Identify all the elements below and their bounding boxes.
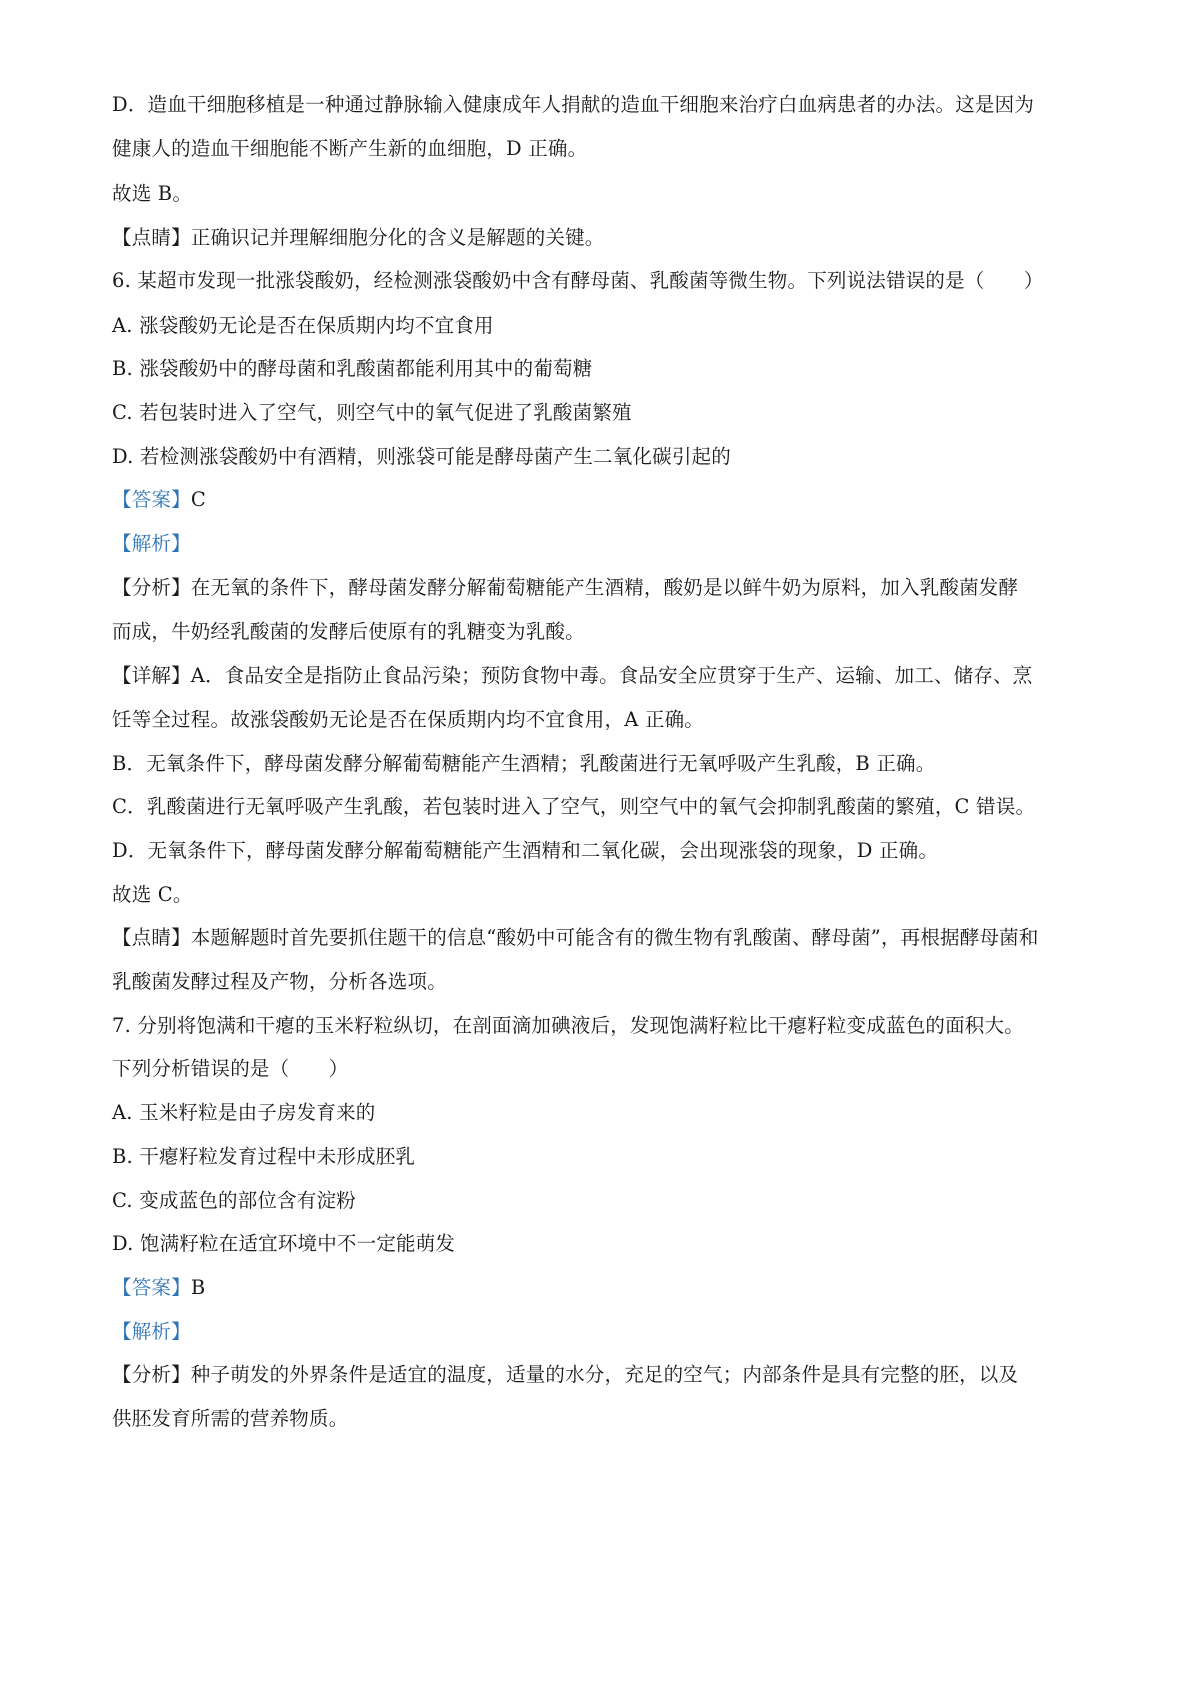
- q5-conclusion: 故选 B。: [112, 182, 193, 205]
- q5-option-d-line-2: 健康人的造血干细胞能不断产生新的血细胞，D 正确。: [112, 137, 588, 160]
- answer-label: 【答案】: [112, 1276, 191, 1299]
- q7-option-a: A. 玉米籽粒是由子房发育来的: [112, 1101, 376, 1124]
- question-7-stem-line-1: 7. 分别将饱满和干瘪的玉米籽粒纵切，在剖面滴加碘液后，发现饱满籽粒比干瘪籽粒变成蓝色的面积大。: [112, 1014, 1024, 1037]
- q6-answer: [112, 486, 1102, 514]
- question-7-stem-line-2: 下列分析错误的是（ ）: [112, 1057, 349, 1080]
- q6-detail-line-2: 饪等全过程。故涨袋酸奶无论是否在保质期内均不宜食用，A 正确。: [112, 708, 704, 731]
- q6-analysis-line-1: 【分析】在无氧的条件下，酵母菌发酵分解葡萄糖能产生酒精，酸奶是以鲜牛奶为原料，加入乳酸菌发酵: [112, 576, 1019, 599]
- q7-option-b: B. 干瘪籽粒发育过程中未形成胚乳: [112, 1145, 416, 1168]
- q6-conclusion: 故选 C。: [112, 883, 193, 906]
- q7-analysis-label: 【解析】: [112, 1320, 191, 1343]
- q6-key-point-line-2: 乳酸菌发酵过程及产物，分析各选项。: [112, 970, 447, 993]
- answer-value: B: [190, 1276, 206, 1299]
- q6-detail-line-1: 【详解】A．食品安全是指防止食品污染；预防食物中毒。食品安全应贯穿于生产、运输、加工、储存、烹: [112, 664, 1033, 687]
- answer-label: 【答案】: [112, 488, 191, 511]
- q7-option-c: C. 变成蓝色的部位含有淀粉: [112, 1189, 356, 1212]
- q6-detail-b: B．无氧条件下，酵母菌发酵分解葡萄糖能产生酒精；乳酸菌进行无氧呼吸产生乳酸，B 正确。: [112, 752, 936, 775]
- q6-option-a: A. 涨袋酸奶无论是否在保质期内均不宜食用: [112, 314, 494, 337]
- q6-analysis-line-2: 而成，牛奶经乳酸菌的发酵后使原有的乳糖变为乳酸。: [112, 620, 585, 643]
- q6-option-c: C. 若包装时进入了空气，则空气中的氧气促进了乳酸菌繁殖: [112, 401, 632, 424]
- q7-answer: [112, 1274, 1102, 1302]
- q5-key-point: 【点睛】正确识记并理解细胞分化的含义是解题的关键。: [112, 226, 605, 249]
- q7-analysis-line-2: 供胚发育所需的营养物质。: [112, 1407, 349, 1430]
- answer-value: C: [190, 488, 206, 511]
- q7-option-d: D. 饱满籽粒在适宜环境中不一定能萌发: [112, 1232, 456, 1255]
- question-6-stem: 6. 某超市发现一批涨袋酸奶，经检测涨袋酸奶中含有酵母菌、乳酸菌等微生物。下列说法错误的是（ ）: [112, 269, 1044, 292]
- q6-analysis-label: 【解析】: [112, 532, 191, 555]
- q5-option-d-line-1: D．造血干细胞移植是一种通过静脉输入健康成年人捐献的造血干细胞来治疗白血病患者的办法。这是因为: [112, 93, 1035, 116]
- q7-analysis-line-1: 【分析】种子萌发的外界条件是适宜的温度，适量的水分，充足的空气；内部条件是具有完整的胚，以及: [112, 1363, 1019, 1386]
- q6-detail-c: C．乳酸菌进行无氧呼吸产生乳酸，若包装时进入了空气，则空气中的氧气会抑制乳酸菌的繁殖，C 错误。: [112, 795, 1036, 818]
- q6-option-d: D. 若检测涨袋酸奶中有酒精，则涨袋可能是酵母菌产生二氧化碳引起的: [112, 445, 731, 468]
- q6-detail-d: D．无氧条件下，酵母菌发酵分解葡萄糖能产生酒精和二氧化碳，会出现涨袋的现象，D 正确。: [112, 839, 939, 862]
- q6-option-b: B. 涨袋酸奶中的酵母菌和乳酸菌都能利用其中的葡萄糖: [112, 357, 593, 380]
- q6-key-point-line-1: 【点睛】本题解题时首先要抓住题干的信息“酸奶中可能含有的微生物有乳酸菌、酵母菌”，再根据酵母菌和: [112, 926, 1039, 949]
